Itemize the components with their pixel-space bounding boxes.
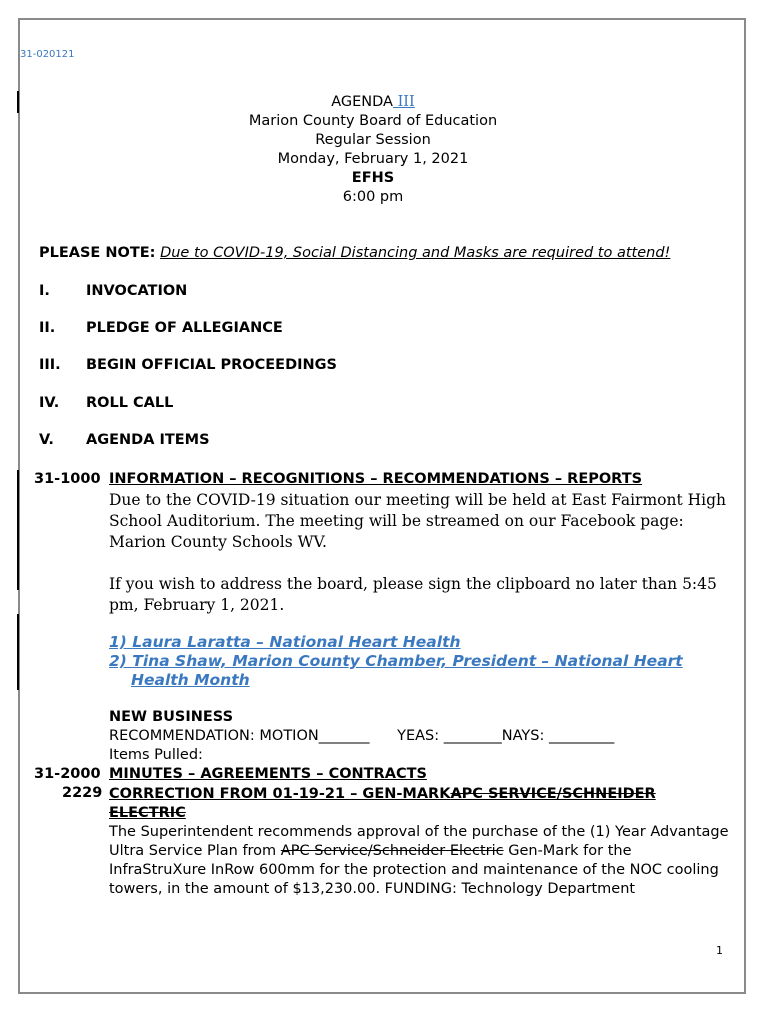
section-number: 31-2000 (34, 766, 101, 782)
agenda-title: AGENDA III (331, 94, 415, 110)
agenda-item-proceedings: III. BEGIN OFFICIAL PROCEEDINGS (39, 357, 337, 373)
item-number: 2229 (62, 785, 103, 801)
address-board-paragraph: If you wish to address the board, please sign the clipboard no later than 5:45 pm, February 1, 2021. (109, 575, 717, 614)
note-label: PLEASE NOTE: (39, 245, 156, 261)
meeting-location: EFHS (351, 170, 395, 186)
meeting-location-paragraph: Due to the COVID-19 situation our meeting will be held at East Fairmont High School Auditorium. The meeting will be streamed on our Facebook page: Marion County Schools WV. (109, 491, 726, 551)
note-text: Due to COVID-19, Social Distancing and Masks are required to attend! (160, 245, 671, 261)
recognitions-list (109, 633, 729, 690)
item-title: CORRECTION FROM 01-19-21 – GEN-MARKAPC SERVICE/SCHNEIDER ELECTRIC (109, 786, 656, 821)
organization-name: Marion County Board of Education (248, 113, 498, 129)
agenda-title-insertion: III (392, 94, 415, 110)
section-number: 31-1000 (34, 471, 101, 487)
agenda-item-roll-call: IV. ROLL CALL (39, 395, 174, 411)
meeting-date: Monday, February 1, 2021 (277, 151, 469, 167)
session-type: Regular Session (315, 132, 431, 148)
agenda-item-pledge: II. PLEDGE OF ALLEGIANCE (39, 320, 283, 336)
revision-bar (17, 470, 19, 590)
recommendation-line: RECOMMENDATION: MOTION_______ YEAS: ________NAYS: _________ (109, 728, 615, 744)
agenda-item-invocation: I. INVOCATION (39, 283, 188, 299)
document-id: 31-020121 (20, 49, 75, 60)
meeting-time: 6:00 pm (342, 189, 404, 205)
section-title: INFORMATION – RECOGNITIONS – RECOMMENDATIONS – REPORTS (109, 471, 643, 487)
page-number: 1 (716, 944, 723, 957)
struck-text: APC Service/Schneider Electric (280, 843, 504, 859)
new-business-heading: NEW BUSINESS (109, 709, 234, 725)
struck-text: APC SERVICE/SCHNEIDER ELECTRIC (109, 786, 656, 821)
agenda-item-agenda-items: V. AGENDA ITEMS (39, 432, 210, 448)
item-description: The Superintendent recommends approval of the purchase of the (1) Year Advantage Ultra Service Plan from APC Service/Schneider Electric Gen-Mark for the InfraStruXure InRow 600mm for the protection and maintenance of the NOC cooling towers, in the amount of $13,230.00. FUNDING: Technology Department (109, 824, 729, 897)
list-item: 1) Laura Laratta – National Heart Health (109, 633, 461, 651)
section-title: MINUTES – AGREEMENTS – CONTRACTS (109, 766, 427, 782)
items-pulled: Items Pulled: (109, 747, 203, 763)
agenda-header (0, 93, 746, 207)
covid-note (39, 245, 670, 261)
revision-bar (17, 614, 19, 690)
list-item: 2) Tina Shaw, Marion County Chamber, President – National Heart Health Month (109, 652, 683, 689)
